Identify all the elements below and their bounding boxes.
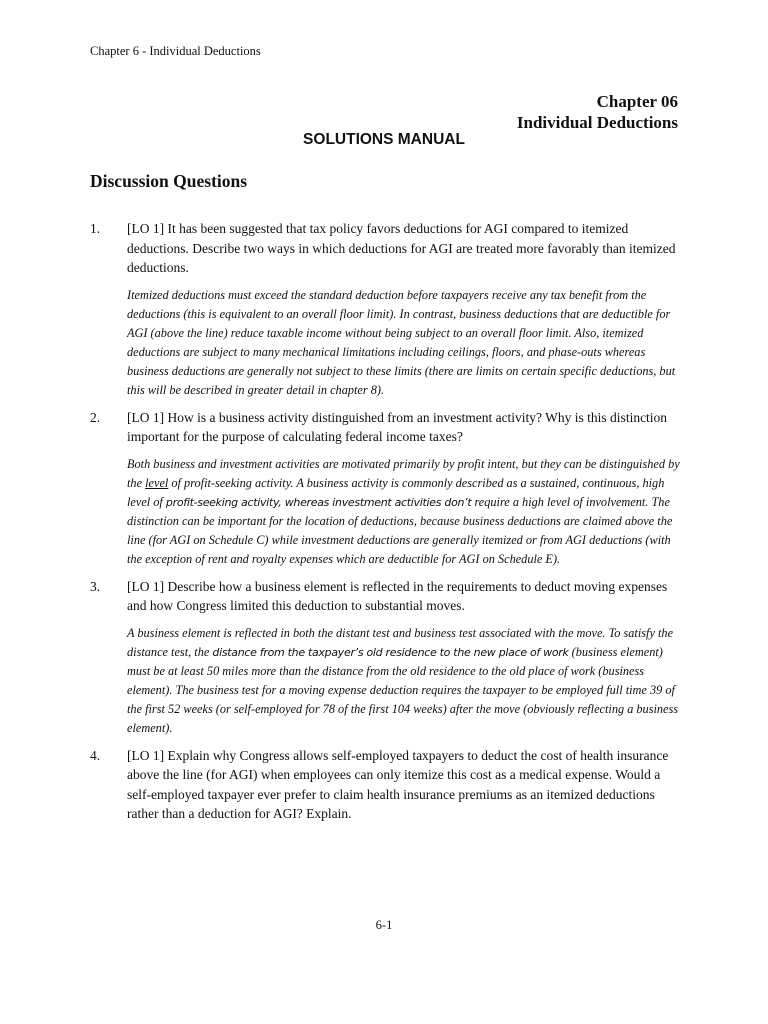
answer-text: Itemized deductions must exceed the standard deduction before taxpayers receive any tax benefit from the deductions (this is equivalent to an overall floor limit). In contrast, business deductions that are deductible for AGI (above the line) reduce taxable income without being subject to an overall floor limit. Also, itemized deductions are subject to many mechanical limitations including ceilings, floors, and phase-outs whereas business deductions are generally not subject to these limits (there are limits on certain specific deductions, but this will be described in greater detail in chapter 8).: [127, 287, 676, 397]
answer-alt-font-segment: profit-seeking activity, whereas investment activities don’t: [165, 495, 472, 509]
chapter-number: Chapter 06: [596, 92, 678, 111]
answer-segment: require a high level of involvement. The distinction can be important for the location of deductions, because business deductions are claimed above the line (for AGI on Schedule C) while investment deductions are generally itemized or from AGI deductions (with the exception of rent and royalty expenses which are deductible for AGI on Schedule E).: [127, 494, 673, 566]
answer-text: [127, 455, 680, 569]
question-number: 1.: [90, 221, 101, 236]
page-number: 6-1: [375, 918, 393, 932]
answer-alt-font-segment: distance from the taxpayer’s old residence to the new place of work: [212, 645, 569, 659]
answer-text: [127, 624, 680, 738]
question-number: 2.: [90, 409, 101, 425]
answer-segment: Both business and investment activities are motivated primarily by profit intent, but they can be distinguished by the: [127, 456, 680, 490]
running-header: Chapter 6 - Individual Deductions: [90, 44, 261, 58]
question-3: [90, 577, 680, 738]
answer-segment: (business element) must be at least 50 miles more than the distance from the old residence to the old place of work (business element). The business test for a moving expense deduction requires the taxpayer to be employed full time 39 of the first 52 weeks (or self-employed for 78 of the first 104 weeks) after the move (obviously reflecting a business element).: [127, 644, 679, 735]
answer-segment: of profit-seeking activity. A business activity is commonly described as a sustained, continuous, high level of: [127, 475, 665, 509]
question-text: [LO 1] Explain why Congress allows self-employed taxpayers to deduct the cost of health insurance above the line (for AGI) when employees can only itemize this cost as a medical expense. Would a self-employed taxpayer ever prefer to claim health insurance premiums as an itemized deductions rather than a deduction for AGI? Explain.: [127, 747, 669, 821]
manual-title: SOLUTIONS MANUAL: [303, 131, 465, 148]
question-text: [LO 1] It has been suggested that tax policy favors deductions for AGI compared to itemized deductions. Describe two ways in which deductions for AGI are treated more favorably than itemized deductions.: [127, 221, 676, 275]
question-1: [90, 219, 680, 400]
question-text: [LO 1] Describe how a business element is reflected in the requirements to deduct moving expenses and how Congress limited this deduction to substantial moves.: [127, 578, 668, 613]
question-4: [90, 746, 680, 824]
question-number: 3.: [90, 578, 101, 594]
question-2: [90, 408, 680, 569]
section-title: Discussion Questions: [90, 171, 248, 191]
question-list: [90, 219, 680, 832]
question-text: [LO 1] How is a business activity distinguished from an investment activity? Why is this distinction important for the purpose of calculating federal income taxes?: [127, 409, 668, 444]
answer-segment: A business element is reflected in both the distant test and business test associated with the move. To satisfy the distance test, the: [127, 625, 674, 659]
answer-underlined-word: level: [145, 475, 169, 490]
question-number: 4.: [90, 747, 101, 763]
chapter-title-block: [517, 91, 678, 133]
chapter-name: Individual Deductions: [516, 113, 678, 132]
